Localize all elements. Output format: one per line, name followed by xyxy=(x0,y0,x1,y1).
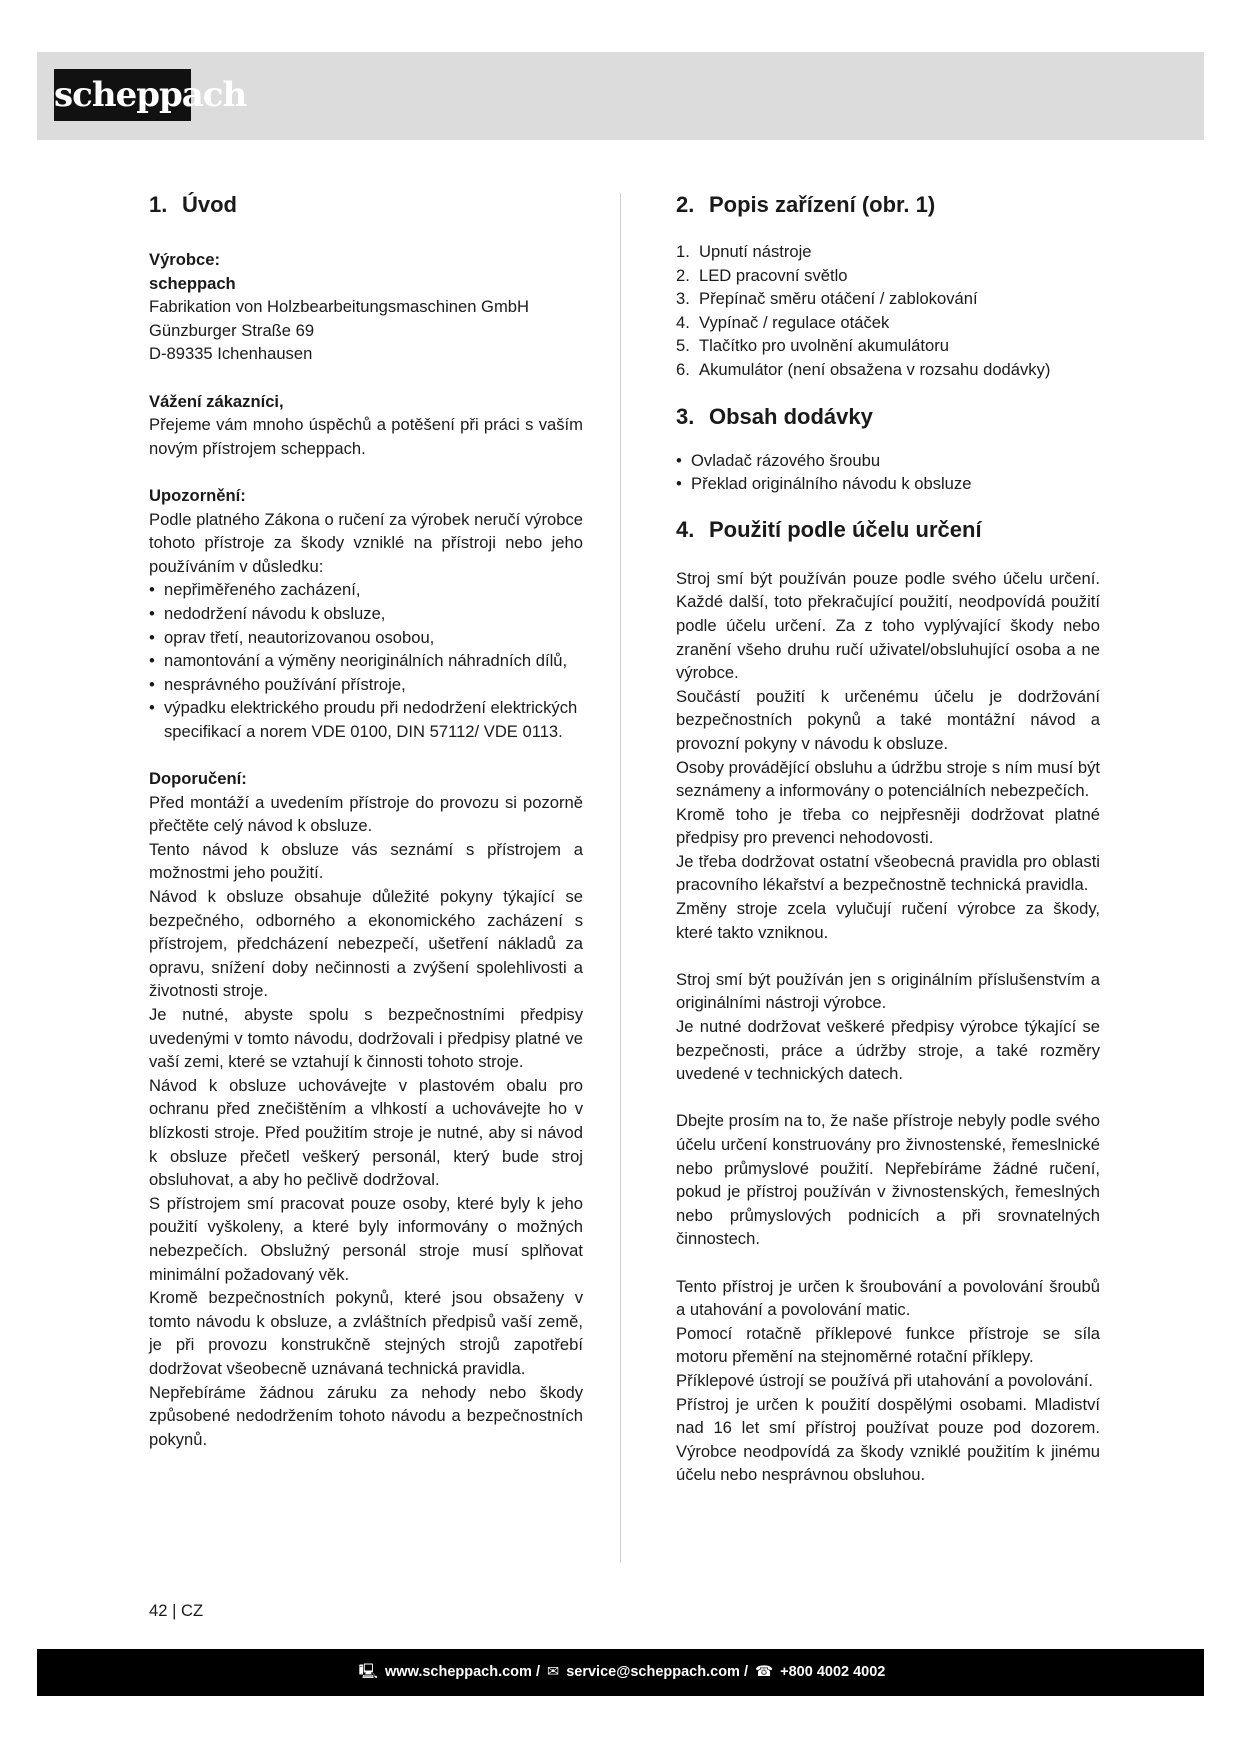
paragraph: Přístroj je určen k použití dospělými osobami. Mladiství nad 16 let smí přístroj používat pouze pod dozorem. Výrobce neodpovídá za škody vzniklé použitím k jinému účelu nebo nesprávnou obsluhou. xyxy=(676,1394,1100,1485)
notice-text: Podle platného Zákona o ručení za výrobek neručí výrobce tohoto přístroje za škody vzniklé na přístroji nebo jeho používáním v důsledku: xyxy=(149,509,583,576)
paragraph: Stroj smí být používán pouze podle svého účelu určení. Každé další, toto překračující použití, neodpovídá použití podle účelu určení. Za z toho vyplývající škody nebo zranění všeho druhu ručí uživatel/obsluhující osoba a ne výrobce. xyxy=(676,568,1100,683)
paragraph: S přístrojem smí pracovat pouze osoby, které byly k jeho použití vyškoleny, a které byly informovány o možných nebezpečích. Obslužný personál stroje musí splňovat minimální požadovaný věk. xyxy=(149,1193,583,1284)
notice-list xyxy=(149,578,583,743)
list-item: • namontování a výměny neoriginálních náhradních dílů, xyxy=(149,649,583,673)
paragraph: Je nutné, abyste spolu s bezpečnostními předpisy uvedenými v tomto návodu, dodržovali i předpisy platné ve vaší zemi, které se vztahují k činnosti tohoto stroje. xyxy=(149,1005,583,1072)
paragraph: Je třeba dodržovat ostatní všeobecná pravidla pro oblasti pracovního lékařství a bezpečnostně technická pravidla. xyxy=(676,851,1100,895)
list-item: • nepřiměřeného zacházení, xyxy=(149,578,583,602)
paragraph: Změny stroje zcela vylučují ručení výrobce za škody, které takto vzniknou. xyxy=(676,899,1100,942)
notice-label: Upozornění: xyxy=(149,485,246,505)
manufacturer-label: Výrobce: xyxy=(149,250,221,269)
list-item: • Překlad originálního návodu k obsluze xyxy=(676,472,1100,496)
paragraph: Stroj smí být používán jen s originálním příslušenstvím a originálními nástroji výrobce. xyxy=(676,969,1100,1013)
computer-icon: 🖳 xyxy=(358,1664,378,1680)
paragraph: Součástí použití k určenému účelu je dodržování bezpečnostních pokynů a také montážní návod a provozní pokyny v návodu k obsluze. xyxy=(676,686,1100,753)
list-item: 1. Upnutí nástroje xyxy=(676,242,812,261)
section-1-heading: 1. Úvod xyxy=(149,192,237,217)
list-item: 4. Vypínač / regulace otáček xyxy=(676,312,890,332)
footer-email-link[interactable]: service@scheppach.com / xyxy=(566,1664,748,1680)
paragraph: Kromě bezpečnostních pokynů, které jsou obsaženy v tomto návodu k obsluze, a zvláštních předpisů vaší země, je při provozu konstrukčně stejných strojů zapotřebí dodržovat všeobecně uznávaná technická pravidla. xyxy=(149,1288,583,1378)
manufacturer-street: Günzburger Straße 69 xyxy=(149,320,315,340)
parts-list xyxy=(676,240,1100,382)
list-item: 6. Akumulátor (není obsažena v rozsahu dodávky) xyxy=(676,359,1051,379)
paragraph: Příklepové ústrojí se používá při utahování a povolování. xyxy=(676,1370,1093,1390)
list-item: • výpadku elektrického proudu při nedodržení elektrických specifikací a norem VDE 0100, DIN 57112/ VDE 0113. xyxy=(149,696,583,743)
scheppach-logo: scheppach xyxy=(54,69,191,121)
left-column xyxy=(149,190,583,1451)
footer-phone[interactable]: +800 4002 4002 xyxy=(780,1664,886,1680)
recommendation-label: Doporučení: xyxy=(149,769,247,789)
list-item: 3. Přepínač směru otáčení / zablokování xyxy=(676,289,978,309)
header-bar xyxy=(37,52,1204,140)
right-column xyxy=(676,190,1100,1487)
envelope-icon: ✉ xyxy=(547,1664,560,1680)
phone-icon: ☎ xyxy=(755,1664,774,1680)
manufacturer-company: Fabrikation von Holzbearbeitungsmaschinen GmbH xyxy=(149,297,530,317)
paragraph: Osoby provádějící obsluhu a údržbu stroje s ním musí být seznámeny a informovány o potenciálních nebezpečích. xyxy=(676,757,1100,801)
paragraph: Návod k obsluze obsahuje důležité pokyny týkající se bezpečného, odborného a ekonomického zacházení s přístrojem, předcházení nebezpečí, ušetření nákladů za opravu, snížení doby nečinnosti a zvýšení spolehlivosti a životnosti stroje. xyxy=(149,887,583,1001)
column-divider xyxy=(620,193,621,1563)
paragraph: Je nutné dodržovat veškeré předpisy výrobce týkající se bezpečnosti, práce a údržby stroje, a také rozměry uvedené v technických datech. xyxy=(676,1017,1100,1084)
list-item: 2. LED pracovní světlo xyxy=(676,265,848,285)
section-2-heading: 2. Popis zařízení (obr. 1) xyxy=(676,192,936,217)
list-item: • nedodržení návodu k obsluze, xyxy=(149,602,583,626)
paragraph: Před montáží a uvedením přístroje do provozu si pozorně přečtěte celý návod k obsluze. xyxy=(149,792,583,836)
delivery-list xyxy=(676,449,1100,496)
list-item: 5. Tlačítko pro uvolnění akumulátoru xyxy=(676,336,949,356)
paragraph: Tento přístroj je určen k šroubování a povolování šroubů a utahování a povolování matic. xyxy=(676,1276,1100,1320)
footer-bar xyxy=(37,1649,1204,1696)
paragraph: Nepřebíráme žádnou záruku za nehody nebo škody způsobené nedodržením tohoto návodu a bezpečnostních pokynů. xyxy=(149,1382,583,1449)
section-4-heading: 4. Použití podle účelu určení xyxy=(676,516,982,542)
paragraph: Návod k obsluze uchovávejte v plastovém obalu pro ochranu před znečištěním a vlhkostí a uchovávejte ho v blízkosti stroje. Před použitím stroje je nutné, aby si návod k obsluze přečetl veškerý personál, který bude stroj obsluhovat, a aby ho pečlivě dodržoval. xyxy=(149,1075,583,1190)
paragraph: Pomocí rotačně příklepové funkce přístroje se síla motoru přemění na stejnoměrné rotační příklepy. xyxy=(676,1323,1100,1367)
greeting-label: Vážení zákazníci, xyxy=(149,391,284,411)
paragraph: Kromě toho je třeba co nejpřesněji dodržovat platné předpisy pro prevenci nehodovosti. xyxy=(676,804,1100,848)
list-item: • Ovladač rázového šroubu xyxy=(676,449,1100,473)
list-item: • nesprávného používání přístroje, xyxy=(149,673,583,697)
page-number: 42 | CZ xyxy=(149,1601,204,1620)
manufacturer-city: D-89335 Ichenhausen xyxy=(149,344,313,364)
footer-website-link[interactable]: www.scheppach.com / xyxy=(385,1664,540,1680)
manufacturer-name: scheppach xyxy=(149,273,236,293)
greeting-text: Přejeme vám mnoho úspěchů a potěšení při práci s vaším novým přístrojem scheppach. xyxy=(149,415,583,458)
paragraph: Dbejte prosím na to, že naše přístroje nebyly podle svého účelu určení konstruovány pro živnostenské, řemeslnické nebo průmyslové použití. Nepřebíráme žádné ručení, pokud je přístroj používán v živnostenských, řemeslných nebo průmyslových podnicích a při srovnatelných činnostech. xyxy=(676,1111,1100,1249)
paragraph: Tento návod k obsluze vás seznámí s přístrojem a možnostmi jeho použití. xyxy=(149,839,583,883)
list-item: • oprav třetí, neautorizovanou osobou, xyxy=(149,626,583,650)
section-3-heading: 3. Obsah dodávky xyxy=(676,403,873,429)
